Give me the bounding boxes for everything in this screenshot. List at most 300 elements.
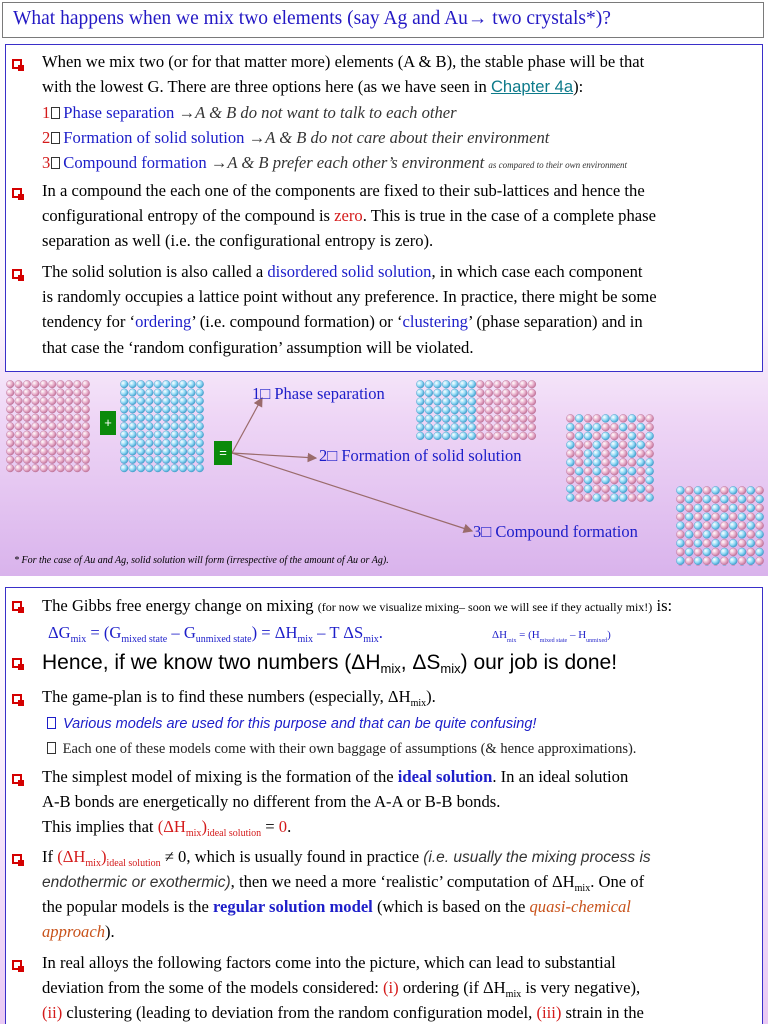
atom: [162, 397, 170, 405]
atom: [171, 406, 179, 414]
atom: [146, 406, 154, 414]
atom: [729, 548, 737, 556]
atom: [120, 456, 128, 464]
atom: [23, 422, 31, 430]
atom: [434, 406, 442, 414]
atom: [756, 513, 764, 521]
sub-bullet-2: Each one of these models come with their own baggage of assumptions (& hence approximations).: [46, 737, 636, 762]
atom: [646, 441, 654, 449]
atom: [703, 513, 711, 521]
atom: [610, 458, 618, 466]
atom: [628, 467, 636, 475]
atom: [738, 557, 746, 565]
atom: [720, 539, 728, 547]
bullet-icon: [12, 601, 22, 611]
atom: [162, 464, 170, 472]
atom: [40, 380, 48, 388]
atom: [628, 476, 636, 484]
atom: [120, 431, 128, 439]
atom: [146, 448, 154, 456]
atom: [756, 495, 764, 503]
pure-a-lattice: [6, 380, 89, 472]
chapter-4a-link[interactable]: Chapter 4a: [491, 77, 573, 96]
atom: [502, 380, 510, 388]
atom: [74, 422, 82, 430]
atom: [15, 431, 23, 439]
atom: [738, 495, 746, 503]
atom: [32, 464, 40, 472]
atom: [146, 380, 154, 388]
atom: [146, 389, 154, 397]
atom: [129, 414, 137, 422]
atom: [646, 485, 654, 493]
atom: [720, 486, 728, 494]
atom: [425, 423, 433, 431]
atom: [476, 415, 484, 423]
atom: [468, 389, 476, 397]
atom: [646, 414, 654, 422]
atom: [712, 513, 720, 521]
atom: [619, 467, 627, 475]
atom: [747, 539, 755, 547]
atom: [676, 522, 684, 530]
atom: [676, 504, 684, 512]
atom: [32, 422, 40, 430]
atom: [451, 406, 459, 414]
atom: [162, 380, 170, 388]
atom: [120, 397, 128, 405]
atom: [593, 441, 601, 449]
atom: [434, 415, 442, 423]
atom: [146, 439, 154, 447]
atom: [129, 397, 137, 405]
p3-line2: is randomly occupies a lattice point without any preference. In practice, there might be some: [42, 285, 657, 310]
atom: [575, 414, 583, 422]
arrow-phase-separation: [232, 398, 262, 453]
atom: [154, 406, 162, 414]
atom: [65, 406, 73, 414]
atom: [593, 485, 601, 493]
atom: [628, 494, 636, 502]
option-2: 2 Formation of solid solution →A & B do not care about their environment: [42, 126, 549, 151]
atom: [502, 398, 510, 406]
atom: [188, 397, 196, 405]
atom: [519, 398, 527, 406]
mixing-diagram: [0, 376, 768, 566]
atom: [459, 380, 467, 388]
atom: [459, 398, 467, 406]
plus-sign: +: [100, 411, 116, 435]
atom: [137, 422, 145, 430]
atom: [48, 397, 56, 405]
atom: [485, 406, 493, 414]
atom: [137, 439, 145, 447]
atom: [15, 456, 23, 464]
atom: [6, 414, 14, 422]
atom: [425, 415, 433, 423]
atom: [738, 513, 746, 521]
atom: [15, 422, 23, 430]
atom: [756, 504, 764, 512]
atom: [747, 486, 755, 494]
atom: [179, 422, 187, 430]
atom: [154, 422, 162, 430]
atom: [566, 441, 574, 449]
atom: [703, 530, 711, 538]
bullet-icon: [12, 694, 22, 704]
atom: [154, 431, 162, 439]
atom: [120, 414, 128, 422]
atom: [703, 557, 711, 565]
atom: [468, 380, 476, 388]
atom: [511, 423, 519, 431]
atom: [196, 406, 204, 414]
atom: [137, 389, 145, 397]
atom: [23, 397, 31, 405]
atom: [628, 423, 636, 431]
atom: [129, 389, 137, 397]
option-3: 3 Compound formation →A & B prefer each other’s environment as compared to their own environment: [42, 151, 627, 178]
atom: [593, 450, 601, 458]
atom: [756, 530, 764, 538]
atom: [476, 398, 484, 406]
atom: [146, 422, 154, 430]
atom: [720, 495, 728, 503]
atom: [6, 464, 14, 472]
atom: [511, 380, 519, 388]
p1-line2: with the lowest G. There are three options here (as we have seen in Chapter 4a):: [42, 75, 583, 100]
atom: [637, 423, 645, 431]
atom: [602, 414, 610, 422]
atom: [729, 530, 737, 538]
atom: [82, 439, 90, 447]
atom: [459, 406, 467, 414]
atom: [6, 397, 14, 405]
atom: [637, 467, 645, 475]
label-solid-solution: 2□ Formation of solid solution: [319, 446, 521, 466]
atom: [519, 415, 527, 423]
atom: [434, 432, 442, 440]
atom: [82, 389, 90, 397]
atom: [468, 398, 476, 406]
atom: [82, 431, 90, 439]
atom: [146, 397, 154, 405]
atom: [575, 458, 583, 466]
atom: [40, 439, 48, 447]
atom: [584, 476, 592, 484]
atom: [137, 431, 145, 439]
atom: [137, 448, 145, 456]
atom: [502, 415, 510, 423]
atom: [584, 458, 592, 466]
atom: [196, 448, 204, 456]
atom: [602, 485, 610, 493]
atom: [48, 464, 56, 472]
atom: [747, 522, 755, 530]
atom: [57, 397, 65, 405]
atom: [188, 406, 196, 414]
atom: [196, 397, 204, 405]
atom: [738, 548, 746, 556]
atom: [619, 476, 627, 484]
atom: [48, 448, 56, 456]
atom: [619, 441, 627, 449]
atom: [434, 423, 442, 431]
atom: [738, 530, 746, 538]
atom: [575, 494, 583, 502]
separated-b-lattice: [416, 380, 475, 439]
atom: [646, 423, 654, 431]
atom: [602, 476, 610, 484]
atom: [628, 414, 636, 422]
atom: [188, 414, 196, 422]
atom: [712, 530, 720, 538]
atom: [146, 431, 154, 439]
atom: [602, 450, 610, 458]
atom: [137, 456, 145, 464]
atom: [747, 495, 755, 503]
atom: [40, 464, 48, 472]
mixing-text-box: [5, 587, 763, 1024]
atom: [179, 389, 187, 397]
atom: [476, 423, 484, 431]
atom: [6, 422, 14, 430]
atom: [129, 464, 137, 472]
atom: [729, 486, 737, 494]
atom: [65, 439, 73, 447]
atom: [729, 513, 737, 521]
atom: [694, 557, 702, 565]
atom: [610, 467, 618, 475]
atom: [6, 406, 14, 414]
atom: [32, 406, 40, 414]
atom: [82, 397, 90, 405]
atom: [15, 389, 23, 397]
atom: [154, 439, 162, 447]
atom: [712, 539, 720, 547]
atom: [593, 494, 601, 502]
atom: [48, 431, 56, 439]
p3-line4: that case the ‘random configuration’ assumption will be violated.: [42, 336, 473, 361]
atom: [188, 464, 196, 472]
atom: [712, 504, 720, 512]
atom: [120, 464, 128, 472]
atom: [74, 389, 82, 397]
atom: [528, 423, 536, 431]
atom: [171, 439, 179, 447]
atom: [65, 397, 73, 405]
bullet-icon: [12, 59, 22, 69]
atom: [494, 389, 502, 397]
atom: [154, 456, 162, 464]
atom: [442, 423, 450, 431]
atom: [703, 522, 711, 530]
atom: [162, 406, 170, 414]
atom: [32, 431, 40, 439]
atom: [685, 522, 693, 530]
atom: [619, 485, 627, 493]
atom: [685, 486, 693, 494]
atom: [575, 467, 583, 475]
atom: [162, 414, 170, 422]
atom: [179, 406, 187, 414]
atom: [494, 398, 502, 406]
atom: [485, 380, 493, 388]
atom: [593, 423, 601, 431]
atom: [57, 456, 65, 464]
atom: [162, 439, 170, 447]
atom: [146, 464, 154, 472]
atom: [442, 415, 450, 423]
atom: [756, 486, 764, 494]
atom: [74, 439, 82, 447]
atom: [137, 414, 145, 422]
atom: [712, 548, 720, 556]
atom: [566, 423, 574, 431]
atom: [6, 448, 14, 456]
atom: [528, 415, 536, 423]
atom: [485, 389, 493, 397]
atom: [154, 464, 162, 472]
atom: [756, 557, 764, 565]
atom: [15, 414, 23, 422]
atom: [584, 467, 592, 475]
if-line2: endothermic or exothermic), then we need a more ‘realistic’ computation of $\Delta H_{mix}$. One of: [42, 870, 644, 902]
atom: [566, 432, 574, 440]
atom: [694, 504, 702, 512]
atom: [756, 539, 764, 547]
atom: [610, 414, 618, 422]
bullet-icon: [12, 960, 22, 970]
real-alloys-line2: deviation from the some of the models considered: (i) ordering (if $\Delta H_{mix}$ is very negative),: [42, 976, 640, 1008]
atom: [196, 464, 204, 472]
p2-line1: In a compound the each one of the components are fixed to their sub-lattices and hence the: [42, 179, 645, 204]
atom: [747, 548, 755, 556]
atom: [129, 406, 137, 414]
atom: [120, 389, 128, 397]
square-glyph-icon: [51, 132, 60, 144]
atom: [32, 456, 40, 464]
square-glyph-icon: [47, 742, 56, 754]
atom: [416, 415, 424, 423]
atom: [23, 431, 31, 439]
atom: [74, 380, 82, 388]
atom: [468, 406, 476, 414]
atom: [120, 448, 128, 456]
atom: [442, 398, 450, 406]
atom: [575, 450, 583, 458]
atom: [57, 380, 65, 388]
atom: [196, 414, 204, 422]
gibbs-line: The Gibbs free energy change on mixing (for now we visualize mixing– soon we will see if they actually mix!) is:: [42, 594, 672, 620]
atom: [676, 539, 684, 547]
p2-line3: separation as well (i.e. the configurational entropy is zero).: [42, 229, 433, 254]
atom: [15, 397, 23, 405]
atom: [519, 423, 527, 431]
atom: [162, 448, 170, 456]
atom: [619, 494, 627, 502]
atom: [416, 423, 424, 431]
atom: [494, 432, 502, 440]
atom: [575, 476, 583, 484]
atom: [196, 380, 204, 388]
atom: [48, 380, 56, 388]
atom: [528, 406, 536, 414]
atom: [120, 422, 128, 430]
atom: [610, 441, 618, 449]
atom: [442, 389, 450, 397]
atom: [425, 398, 433, 406]
atom: [442, 380, 450, 388]
atom: [519, 406, 527, 414]
atom: [729, 495, 737, 503]
atom: [712, 486, 720, 494]
atom: [468, 423, 476, 431]
atom: [451, 423, 459, 431]
atom: [57, 414, 65, 422]
atom: [494, 415, 502, 423]
atom: [703, 486, 711, 494]
atom: [23, 414, 31, 422]
atom: [738, 522, 746, 530]
atom: [82, 380, 90, 388]
atom: [188, 439, 196, 447]
atom: [519, 389, 527, 397]
atom: [120, 439, 128, 447]
atom: [171, 464, 179, 472]
atom: [451, 432, 459, 440]
atom: [6, 456, 14, 464]
atom: [40, 414, 48, 422]
footnote: * For the case of Au and Ag, solid solution will form (irrespective of the amount of Au or Ag).: [14, 555, 389, 566]
atom: [425, 406, 433, 414]
atom: [425, 389, 433, 397]
atom: [720, 513, 728, 521]
label-compound-formation: 3□ Compound formation: [473, 522, 638, 542]
atom: [196, 389, 204, 397]
atom: [171, 389, 179, 397]
atom: [74, 464, 82, 472]
atom: [610, 494, 618, 502]
atom: [171, 456, 179, 464]
atom: [694, 548, 702, 556]
atom: [57, 431, 65, 439]
atom: [57, 439, 65, 447]
atom: [162, 389, 170, 397]
solid-solution-lattice: [566, 414, 653, 501]
atom: [48, 414, 56, 422]
slide-title: What happens when we mix two elements (say Ag and Au→ two crystals*)?: [2, 2, 764, 38]
atom: [756, 522, 764, 530]
atom: [23, 380, 31, 388]
bullet-icon: [12, 854, 22, 864]
atom: [434, 380, 442, 388]
atom: [171, 414, 179, 422]
atom: [593, 476, 601, 484]
atom: [188, 389, 196, 397]
atom: [584, 414, 592, 422]
atom: [676, 513, 684, 521]
atom: [120, 380, 128, 388]
atom: [646, 458, 654, 466]
atom: [82, 464, 90, 472]
atom: [15, 439, 23, 447]
option-1: 1 Phase separation →A & B do not want to talk to each other: [42, 101, 457, 126]
atom: [747, 530, 755, 538]
atom: [494, 423, 502, 431]
atom: [451, 380, 459, 388]
atom: [179, 397, 187, 405]
